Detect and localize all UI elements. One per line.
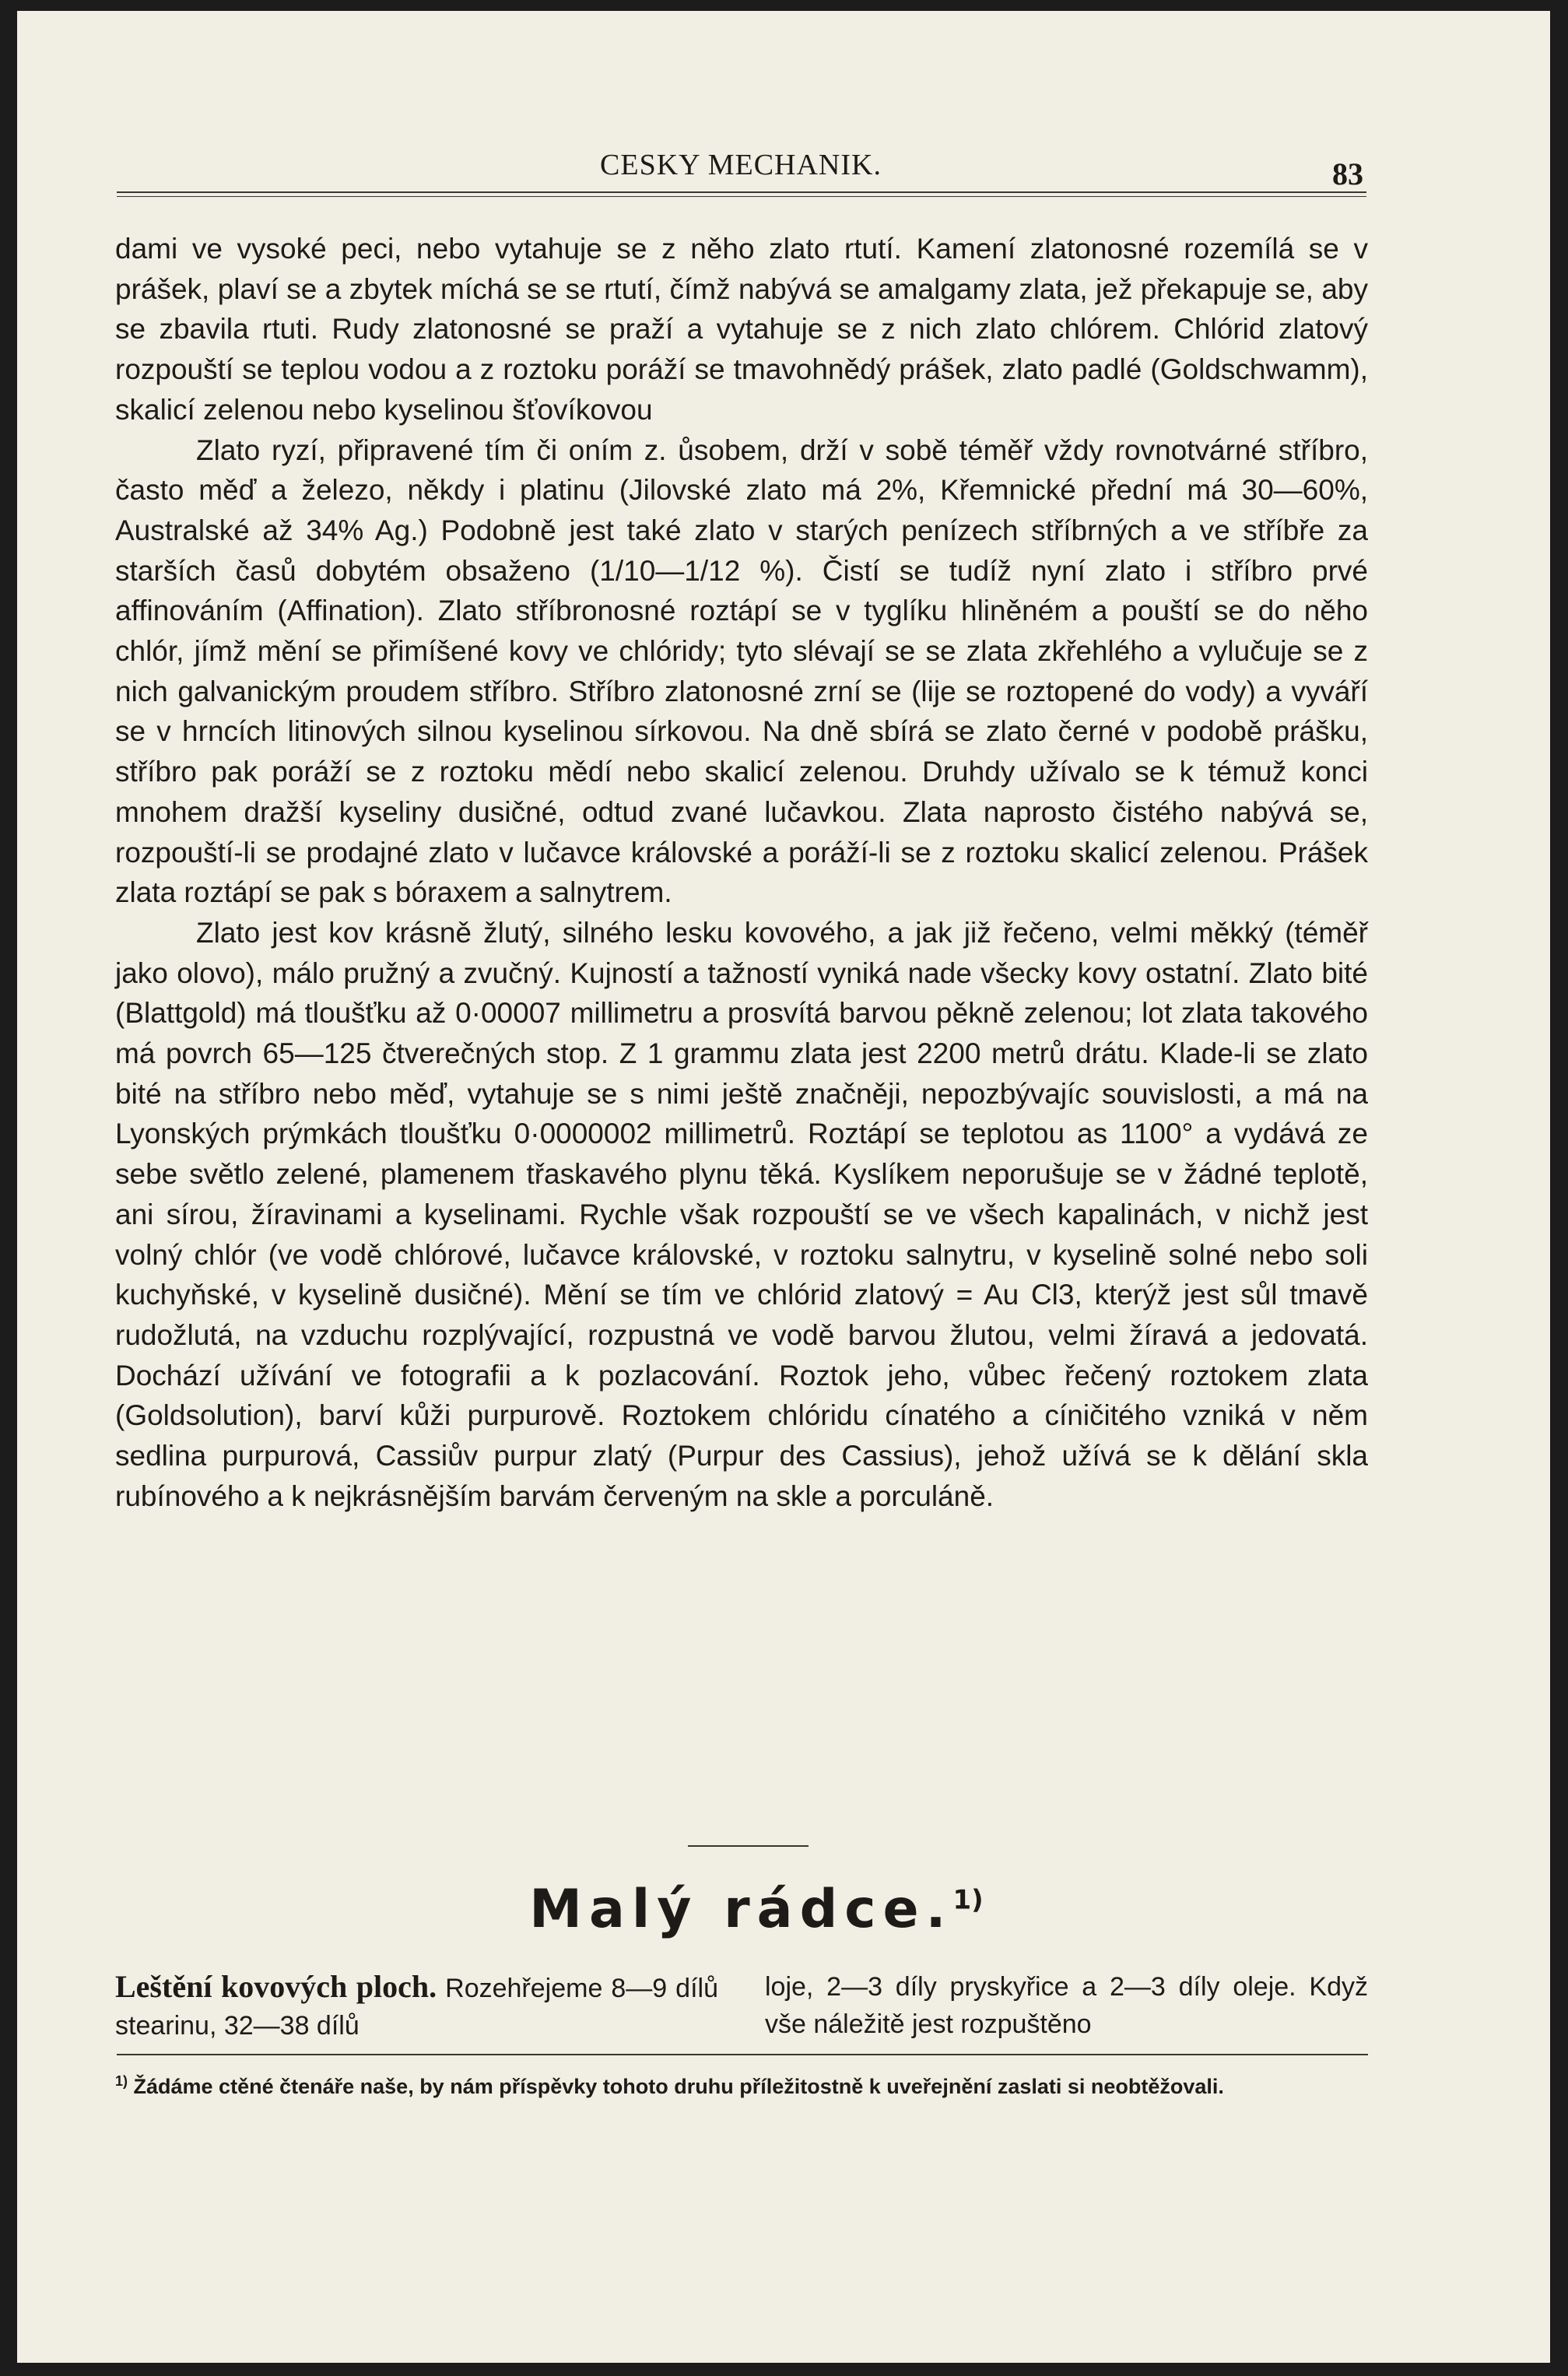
footnote-rule [117,2054,1368,2055]
paragraph-1: dami ve vysoké peci, nebo vytahuje se z něho zlato rtutí. Kamení zlatonosné rozemílá se v prášek, plaví se a zbytek míchá se se rtutí, čímž nabývá se amalgamy zlata, jež překapuje se, aby se zbavila rtuti. Rudy zlatonosné se praží a vytahuje se z nich zlato chlórem. Chlórid zlatový rozpouští se teplou vodou a z roztoku poráží se tmavohnědý prášek, zlato padlé (Goldschwamm), skalicí zelenou nebo kyselinou šťovíkovou [115,233,1368,426]
footnote-text: Žádáme ctěné čtenáře naše, by nám příspěvky tohoto druhu příležitostně k uveřejnění zaslati si neobtěžovali. [128,2075,1224,2098]
paragraph-3: Zlato jest kov krásně žlutý, silného lesku kovového, a jak již řečeno, velmi měkký (téměř jako olovo), málo pružný a zvučný. Kujností a tažností vyniká nade všecky kovy ostatní. Zlato bité (Blattgold) má tloušťku až 0·00007 millimetru a prosvítá barvou pěkně zelenou; lot zlata takového má povrch 65—125 čtverečných stop. Z 1 grammu zlata jest 2200 metrů drátu. Klade-li se zlato bité na stříbro nebo měď, vytahuje se s nimi ještě značněji, nepozbývajíc souvislosti, a má na Lyonských prýmkách tloušťku 0·0000002 millimetrů. Roztápí se teplotou as 1100° a vydává ze sebe světlo zelené, plamenem třaskavého plynu těká. Kyslíkem neporušuje se v žádné teplotě, ani sírou, žíravinami a kyselinami. Rychle však rozpouští se ve všech kapalinách, v nichž jest volný chlór (ve vodě chlórové, lučavce královské, v roztoku salnytru, v kyselině solné nebo soli kuchyňské, v kyselině dusičné). Mění se tím ve chlórid zlatový = Au Cl3, kterýž jest sůl tmavě rudožlutá, na vzduchu rozplývající, rozpustná ve vodě barvou žlutou, velmi žíravá a jedovatá. Dochází užívání ve fotografii a k pozlacování. Roztok jeho, vůbec řečený roztokem zlata (Goldsolution), barví kůži purpurově. Roztokem chlóridu cínatého a cíničitého vzniká v něm sedlina purpurová, Cassiův purpur zlatý (Purpur des Cassius), jehož užívá se k dělání skla rubínového a k nejkrásnějším barvám červeným na skle a porculáně. [115,916,1368,1512]
header-rule [117,191,1366,197]
two-column-text [115,1968,1368,2044]
right-column [765,1968,1368,2044]
section-divider [688,1845,809,1847]
section-title-note-mark: 1) [952,1884,984,1916]
page [17,11,1550,2363]
left-column [115,1968,718,2044]
section-title-text: Malý rádce. [529,1879,953,1940]
page-number: 83 [1332,156,1363,191]
running-head: CESKY MECHANIK. [600,149,882,181]
footnote [115,2065,1368,2102]
page-header [118,148,1363,191]
paragraph-2: Zlato ryzí, připravené tím či oním z. ůsobem, drží v sobě téměř vždy rovnotvárné stříbro, často měď a železo, někdy i platinu (Jilovské zlato má 2%, Křemnické přední má 30—60%, Australské až 34% Ag.) Podobně jest také zlato v starých penízech stříbrných a ve stříbře za starších časů dobytém obsaženo (1/10—1/12 %). Čistí se tudíž nyní zlato i stříbro prvé affinováním (Affination). Zlato stříbronosné roztápí se v tyglíku hliněném a pouští se do něho chlór, jímž mění se přimíšené kovy ve chlóridy; tyto slévají se se zlata zkřehlého a vylučuje se z nich galvanickým proudem stříbro. Stříbro zlatonosné zrní se (lije se roztopené do vody) a vyváří se v hrncích litinových silnou kyselinou sírkovou. Na dně sbírá se zlato černé v podobě prášku, stříbro pak poráží se z roztoku mědí nebo skalicí zelenou. Druhdy užívalo se k témuž konci mnohem dražší kyseliny dusičné, odtud zvané lučavkou. Zlata naprosto čistého nabývá se, rozpouští-li se prodajné zlato v lučavce královské a poráží-li se z roztoku skalicí zelenou. Prášek zlata roztápí se pak s bóraxem a salnytrem. [115,433,1368,909]
left-column-heading: Leštění kovových ploch. [115,1969,437,2004]
section-title [484,1879,1029,1940]
article-body [115,229,1368,1517]
left-column-text: Rozehřejeme 8—9 dílů stearinu, 32—38 dílů [115,1974,718,2041]
right-column-text: loje, 2—3 díly pryskyřice a 2—3 díly oleje. Když vše náležitě jest rozpuštěno [765,1972,1368,2039]
footnote-mark: 1) [115,2073,128,2089]
